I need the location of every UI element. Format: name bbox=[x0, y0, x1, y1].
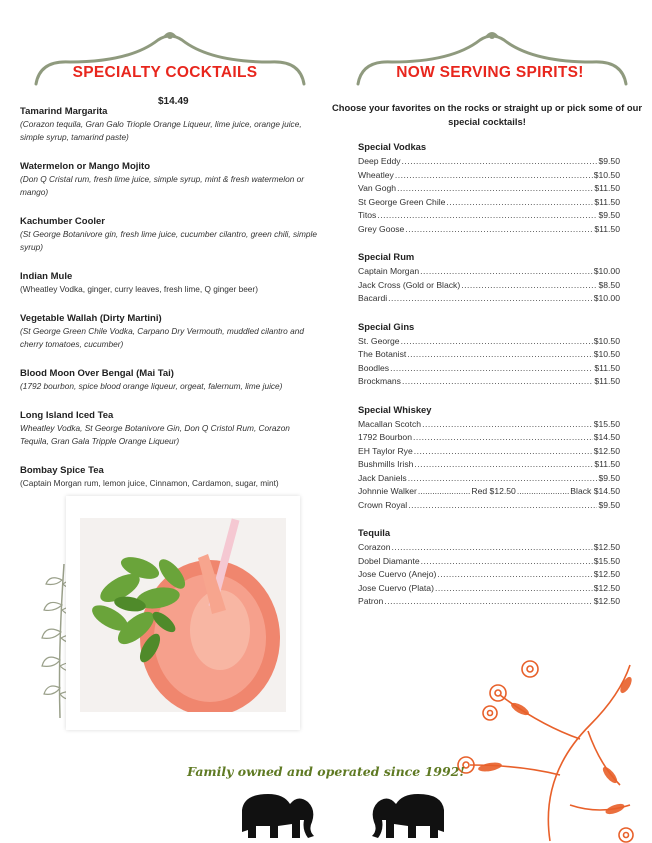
menu-row bbox=[358, 499, 620, 513]
item-price: $10.50 bbox=[593, 335, 620, 346]
item-price: $15.50 bbox=[593, 418, 620, 429]
rum-section bbox=[358, 250, 620, 306]
cocktail-description: Wheatley Vodka, St George Botanivore Gin, Don Q Cristol Rum, Corazon Tequila, Gran Gala Tripple Orange Liqueur) bbox=[20, 423, 290, 446]
menu-row bbox=[358, 445, 620, 459]
item-price: $14.50 bbox=[593, 432, 620, 442]
menu-row bbox=[358, 292, 620, 306]
spirits-menu bbox=[358, 140, 620, 623]
drink-photo-frame bbox=[66, 496, 300, 730]
item-name: Van Gogh bbox=[358, 183, 397, 193]
item-name: Dobel Diamante bbox=[358, 555, 420, 566]
menu-row bbox=[358, 335, 620, 349]
item-name: Jose Cuervo (Anejo) bbox=[358, 569, 437, 579]
cocktail-name: Tamarind Margarita bbox=[20, 106, 108, 117]
item-name: Wheatley bbox=[358, 169, 394, 180]
section-heading: Tequila bbox=[358, 527, 391, 538]
item-price-black: Black $14.50 bbox=[570, 486, 620, 496]
menu-row bbox=[358, 362, 620, 376]
cocktail-item bbox=[20, 160, 320, 199]
item-name: Crown Royal bbox=[358, 499, 408, 510]
section-heading: Special Rum bbox=[358, 251, 415, 262]
cocktail-item bbox=[20, 215, 320, 254]
cocktail-description: (1792 bourbon, spice blood orange liqueur, orgeat, falernum, lime juice) bbox=[20, 381, 283, 391]
cocktail-list bbox=[20, 105, 320, 506]
item-price: $9.50 bbox=[598, 499, 620, 510]
section-heading: Special Whiskey bbox=[358, 403, 432, 415]
item-price: $11.50 bbox=[594, 196, 620, 207]
item-name: Bushmills Irish bbox=[358, 459, 414, 469]
cocktail-name: Blood Moon Over Bengal (Mai Tai) bbox=[20, 368, 174, 379]
cocktail-name: Watermelon or Mango Mojito bbox=[20, 161, 151, 172]
cocktail-name: Kachumber Cooler bbox=[20, 216, 105, 227]
cocktail-name: Long Island Iced Tea bbox=[20, 410, 114, 421]
item-name: Captain Morgan bbox=[358, 266, 420, 276]
whiskey-section bbox=[358, 403, 620, 513]
item-price: $10.50 bbox=[593, 349, 620, 359]
cocktail-name: Vegetable Wallah (Dirty Martini) bbox=[20, 313, 162, 324]
cocktail-description: (Corazon tequila, Gran Galo Triople Orange Liqueur, lime juice, orange juice, simple syrup, tamarind paste) bbox=[20, 119, 302, 142]
menu-row bbox=[358, 265, 620, 279]
item-price: $12.50 bbox=[593, 445, 620, 456]
menu-row bbox=[358, 209, 620, 223]
menu-row bbox=[358, 155, 620, 169]
item-name: St. George bbox=[358, 335, 400, 346]
menu-row bbox=[358, 279, 620, 293]
item-price: $12.50 bbox=[593, 542, 620, 552]
item-name: St George Green Chile bbox=[358, 196, 446, 207]
item-price: $9.50 bbox=[598, 156, 620, 166]
menu-row bbox=[358, 431, 620, 445]
cocktail-price: $14.49 bbox=[158, 96, 189, 107]
item-name: Patron bbox=[358, 596, 384, 606]
cocktail-name: Bombay Spice Tea bbox=[20, 465, 104, 476]
menu-row bbox=[358, 582, 620, 596]
item-price: $11.50 bbox=[594, 376, 620, 386]
item-price: $11.50 bbox=[594, 362, 620, 373]
item-price: $9.50 bbox=[598, 210, 620, 220]
footer-tagline: Family owned and operated since 1992! bbox=[187, 764, 465, 779]
item-name: Boodles bbox=[358, 362, 390, 373]
item-price: $12.50 bbox=[593, 596, 620, 606]
menu-row bbox=[358, 196, 620, 210]
item-price: $15.50 bbox=[593, 555, 620, 566]
cocktail-description: (Don Q Cristal rum, fresh lime juice, simple syrup, mint & fresh watermelon or mango) bbox=[20, 174, 305, 197]
item-price: $11.50 bbox=[594, 459, 620, 469]
item-price: $11.50 bbox=[594, 183, 620, 193]
cocktail-description: (Wheatley Vodka, ginger, curry leaves, fresh lime, Q ginger beer) bbox=[20, 284, 258, 294]
cocktail-item bbox=[20, 409, 320, 448]
item-name: Jack Cross (Gold or Black) bbox=[358, 279, 461, 290]
drink-photo bbox=[80, 518, 286, 712]
item-name: Jose Cuervo (Plata) bbox=[358, 582, 434, 593]
vodkas-section bbox=[358, 140, 620, 236]
menu-row bbox=[358, 169, 620, 183]
gins-section bbox=[358, 320, 620, 389]
item-name: EH Taylor Rye bbox=[358, 445, 413, 456]
menu-row bbox=[358, 568, 620, 582]
menu-row bbox=[358, 595, 620, 609]
cocktail-name: Indian Mule bbox=[20, 271, 73, 282]
cocktail-item bbox=[20, 464, 320, 490]
menu-row bbox=[358, 472, 620, 486]
menu-row bbox=[358, 555, 620, 569]
item-price-red: Red $12.50 bbox=[471, 486, 516, 496]
menu-row-johnnie-walker bbox=[358, 485, 620, 499]
item-price: $10.00 bbox=[593, 293, 620, 303]
menu-row bbox=[358, 223, 620, 237]
item-name: Bacardi bbox=[358, 293, 388, 303]
menu-row bbox=[358, 541, 620, 555]
item-name: Deep Eddy bbox=[358, 156, 401, 166]
section-heading: Special Gins bbox=[358, 320, 415, 332]
item-price: $9.50 bbox=[598, 472, 620, 483]
item-name: Grey Goose bbox=[358, 223, 405, 234]
floral-branch-illustration bbox=[430, 655, 652, 843]
cocktail-item bbox=[20, 367, 320, 393]
menu-row bbox=[358, 418, 620, 432]
cocktail-description: (St George Botanivore gin, fresh lime juice, cucumber cilantro, green chili, simple syrup) bbox=[20, 229, 317, 252]
menu-row bbox=[358, 375, 620, 389]
item-price: $12.50 bbox=[593, 569, 620, 579]
menu-row bbox=[358, 182, 620, 196]
cocktail-item bbox=[20, 312, 320, 351]
menu-row bbox=[358, 458, 620, 472]
item-name: Jack Daniels bbox=[358, 472, 407, 483]
menu-row bbox=[358, 348, 620, 362]
elephant-icon bbox=[364, 786, 450, 842]
cocktail-item bbox=[20, 270, 320, 296]
cocktail-item bbox=[20, 105, 320, 144]
item-name: Corazon bbox=[358, 542, 391, 552]
item-name: Titos bbox=[358, 210, 377, 220]
cocktail-description: (St George Green Chile Vodka, Carpano Dry Vermouth, muddled cilantro and cherry tomatoes, cucumber) bbox=[20, 326, 304, 349]
item-name: 1792 Bourbon bbox=[358, 432, 412, 442]
item-price: $10.00 bbox=[593, 266, 620, 276]
item-name: Macallan Scotch bbox=[358, 418, 422, 429]
cocktail-description: (Captain Morgan rum, lemon juice, Cinnamon, Cardamon, sugar, mint) bbox=[20, 478, 279, 488]
spirits-intro: Choose your favorites on the rocks or straight up or pick some of our special cocktails! bbox=[332, 102, 642, 127]
item-price: $11.50 bbox=[594, 223, 620, 234]
item-price: $10.50 bbox=[593, 169, 620, 180]
elephant-icon bbox=[236, 786, 322, 842]
item-name: Brockmans bbox=[358, 376, 401, 386]
item-price: $12.50 bbox=[593, 582, 620, 593]
specialty-cocktails-title: SPECIALTY COCKTAILS bbox=[72, 64, 258, 81]
tequila-section bbox=[358, 526, 620, 609]
now-serving-spirits-title: NOW SERVING SPIRITS! bbox=[396, 64, 584, 81]
item-name: The Botanist bbox=[358, 349, 407, 359]
section-heading: Special Vodkas bbox=[358, 141, 427, 152]
item-name: Johnnie Walker bbox=[358, 486, 417, 496]
item-price: $8.50 bbox=[598, 279, 620, 290]
